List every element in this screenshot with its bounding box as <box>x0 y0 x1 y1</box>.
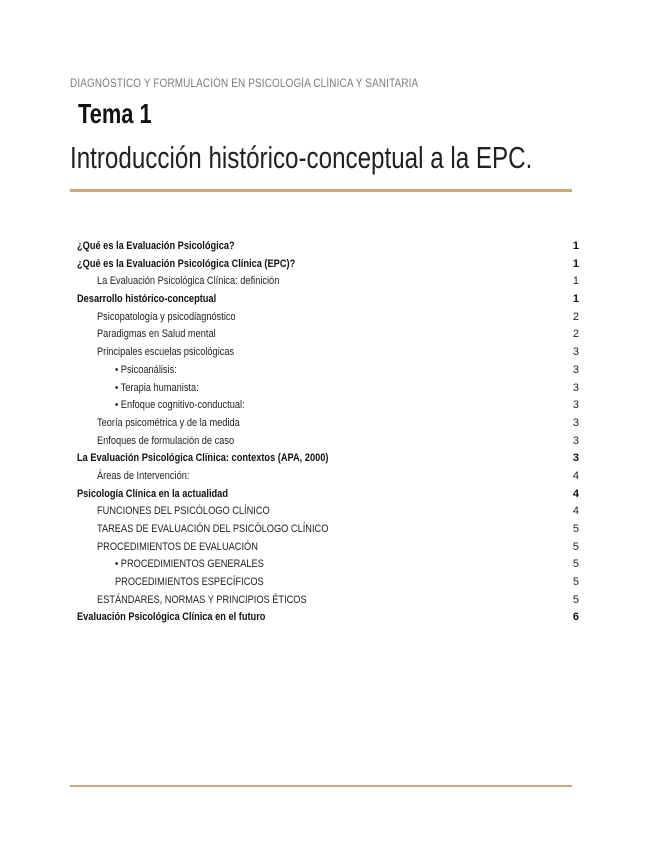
toc-entry[interactable] <box>77 450 579 468</box>
toc-entry[interactable] <box>77 503 579 521</box>
toc-entry-page-number: 5 <box>572 523 579 535</box>
toc-entry-page-number: 3 <box>572 363 579 376</box>
toc-entry-title: PROCEDIMIENTOS DE EVALUACIÓN <box>97 540 258 553</box>
toc-entry-title: Áreas de Intervención: <box>97 469 190 482</box>
toc-entry-page-number: 3 <box>572 434 579 447</box>
toc-entry[interactable] <box>77 344 579 362</box>
toc-entry-page-number: 3 <box>572 416 579 429</box>
toc-entry-title: Principales escuelas psicológicas <box>97 346 235 359</box>
toc-entry[interactable] <box>77 256 579 274</box>
toc-entry[interactable] <box>77 433 579 451</box>
toc-entry-page-number: 1 <box>572 257 579 270</box>
toc-entry[interactable] <box>77 521 579 539</box>
top-divider <box>70 189 572 192</box>
toc-entry[interactable] <box>77 397 579 415</box>
toc-entry-page-number: 2 <box>572 310 579 323</box>
toc-entry[interactable] <box>77 609 579 627</box>
toc-entry-page-number: 1 <box>572 240 579 252</box>
toc-entry[interactable] <box>77 486 579 504</box>
toc-entry-page-number: 4 <box>572 487 579 500</box>
toc-entry-title: Psicopatología y psicodiagnóstico <box>97 310 236 323</box>
toc-entry[interactable] <box>77 273 579 291</box>
toc-entry-page-number: 3 <box>572 399 579 412</box>
toc-entry[interactable] <box>77 574 579 592</box>
toc-entry[interactable] <box>77 362 579 380</box>
toc-entry-title: Enfoques de formulación de caso <box>97 434 235 447</box>
toc-entry-page-number: 1 <box>572 293 579 306</box>
toc-entry-page-number: 3 <box>572 346 579 359</box>
toc-entry[interactable] <box>77 556 579 574</box>
toc-entry-page-number: 3 <box>572 381 579 394</box>
page-title: Introducción histórico-conceptual a la EPC. <box>70 140 533 175</box>
toc-entry-page-number: 5 <box>572 558 579 571</box>
toc-entry-title: ¿Qué es la Evaluación Psicológica? <box>77 240 235 252</box>
toc-entry-page-number: 6 <box>572 611 579 624</box>
toc-entry[interactable] <box>77 309 579 327</box>
toc-entry-title: • PROCEDIMIENTOS GENERALES <box>115 558 264 571</box>
toc-entry[interactable] <box>77 326 579 344</box>
footer-divider <box>70 785 572 787</box>
toc-entry-title: PROCEDIMIENTOS ESPECÍFICOS <box>115 576 264 589</box>
document-subject-header: DIAGNÓSTICO Y FORMULACIÓN EN PSICOLOGÍA CLÍNICA Y SANITARIA <box>70 78 419 90</box>
toc-entry-title: Desarrollo histórico-conceptual <box>77 293 217 306</box>
toc-entry-page-number: 3 <box>572 452 579 465</box>
toc-entry-title: Evaluación Psicológica Clínica en el futuro <box>77 611 266 624</box>
toc-entry[interactable] <box>77 380 579 398</box>
toc-entry-title: • Terapia humanista: <box>115 381 199 394</box>
toc-entry[interactable] <box>77 539 579 557</box>
toc-entry[interactable] <box>77 415 579 433</box>
toc-entry-title: Teoría psicométrica y de la medida <box>97 416 240 429</box>
toc-entry-page-number: 4 <box>572 469 579 482</box>
toc-entry-title: • Enfoque cognitivo-conductual: <box>115 399 245 412</box>
toc-entry[interactable] <box>77 238 579 256</box>
toc-entry-title: Paradigmas en Salud mental <box>97 328 216 341</box>
toc-entry-title: La Evaluación Psicológica Clínica: definición <box>97 275 280 288</box>
toc-entry[interactable] <box>77 592 579 610</box>
topic-number: Tema 1 <box>78 98 152 129</box>
toc-entry-page-number: 2 <box>572 328 579 341</box>
toc-entry-page-number: 5 <box>572 540 579 553</box>
toc-entry-title: ¿Qué es la Evaluación Psicológica Clínica (EPC)? <box>77 257 296 270</box>
toc-entry[interactable] <box>77 291 579 309</box>
toc-entry-title: TAREAS DE EVALUACIÓN DEL PSICÓLOGO CLÍNICO <box>97 523 329 535</box>
toc-entry-title: • Psicoanálisis: <box>115 363 177 376</box>
table-of-contents <box>77 238 579 627</box>
toc-entry-title: La Evaluación Psicológica Clínica: contextos (APA, 2000) <box>77 452 329 465</box>
toc-entry-page-number: 5 <box>572 593 579 606</box>
toc-entry-title: ESTÁNDARES, NORMAS Y PRINCIPIOS ÉTICOS <box>97 593 307 606</box>
toc-entry-title: FUNCIONES DEL PSICÓLOGO CLÍNICO <box>97 505 270 518</box>
toc-entry[interactable] <box>77 468 579 486</box>
toc-entry-page-number: 1 <box>572 275 579 288</box>
toc-entry-page-number: 5 <box>572 576 579 589</box>
toc-entry-page-number: 4 <box>572 505 579 518</box>
toc-entry-title: Psicología Clínica en la actualidad <box>77 487 228 500</box>
